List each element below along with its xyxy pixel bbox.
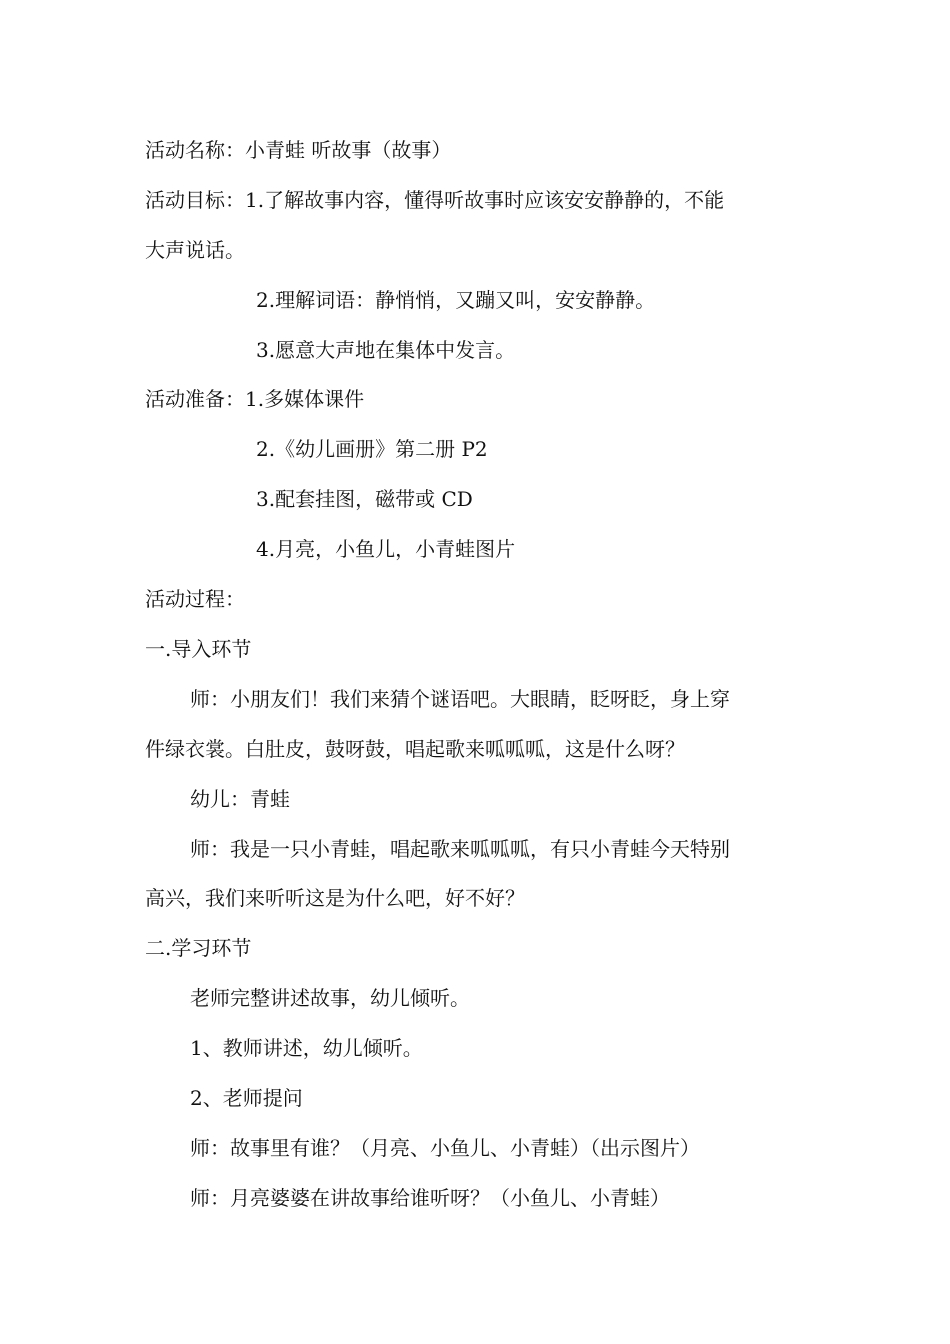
section-heading-intro: 一.导入环节	[145, 637, 252, 661]
prep-item-4: 4.月亮，小鱼儿，小青蛙图片	[256, 537, 516, 561]
child-answer-line: 幼儿：青蛙	[190, 787, 290, 811]
teacher-intro-line: 师：我是一只小青蛙，唱起歌来呱呱呱，有只小青蛙今天特别	[190, 837, 730, 861]
teacher-riddle-continuation: 件绿衣裳。白肚皮，鼓呀鼓，唱起歌来呱呱呱，这是什么呀？	[145, 737, 685, 761]
activity-name-line: 活动名称：小青蛙 听故事（故事）	[145, 138, 452, 162]
learning-step-1: 1、教师讲述，幼儿倾听。	[190, 1036, 423, 1060]
section-heading-learning: 二.学习环节	[145, 936, 252, 960]
learning-overview-line: 老师完整讲述故事，幼儿倾听。	[190, 986, 470, 1010]
goal-item-3: 3.愿意大声地在集体中发言。	[256, 338, 516, 362]
goal-item-2: 2.理解词语：静悄悄，又蹦又叫，安安静静。	[256, 288, 656, 312]
activity-process-heading: 活动过程：	[145, 587, 245, 611]
activity-goal-line: 活动目标：1.了解故事内容，懂得听故事时应该安安静静的，不能	[145, 188, 725, 212]
teacher-riddle-line: 师：小朋友们！我们来猜个谜语吧。大眼睛，眨呀眨，身上穿	[190, 687, 730, 711]
teacher-question-1: 师：故事里有谁？（月亮、小鱼儿、小青蛙）（出示图片）	[190, 1136, 700, 1160]
prep-item-2: 2.《幼儿画册》第二册 P2	[256, 437, 488, 461]
teacher-question-2: 师：月亮婆婆在讲故事给谁听呀？（小鱼儿、小青蛙）	[190, 1186, 670, 1210]
activity-goal-continuation: 大声说话。	[145, 238, 245, 262]
activity-prep-line: 活动准备：1.多媒体课件	[145, 387, 365, 411]
learning-step-2: 2、老师提问	[190, 1086, 303, 1110]
prep-item-3: 3.配套挂图，磁带或 CD	[256, 487, 473, 511]
teacher-intro-continuation: 高兴，我们来听听这是为什么吧，好不好？	[145, 886, 525, 910]
